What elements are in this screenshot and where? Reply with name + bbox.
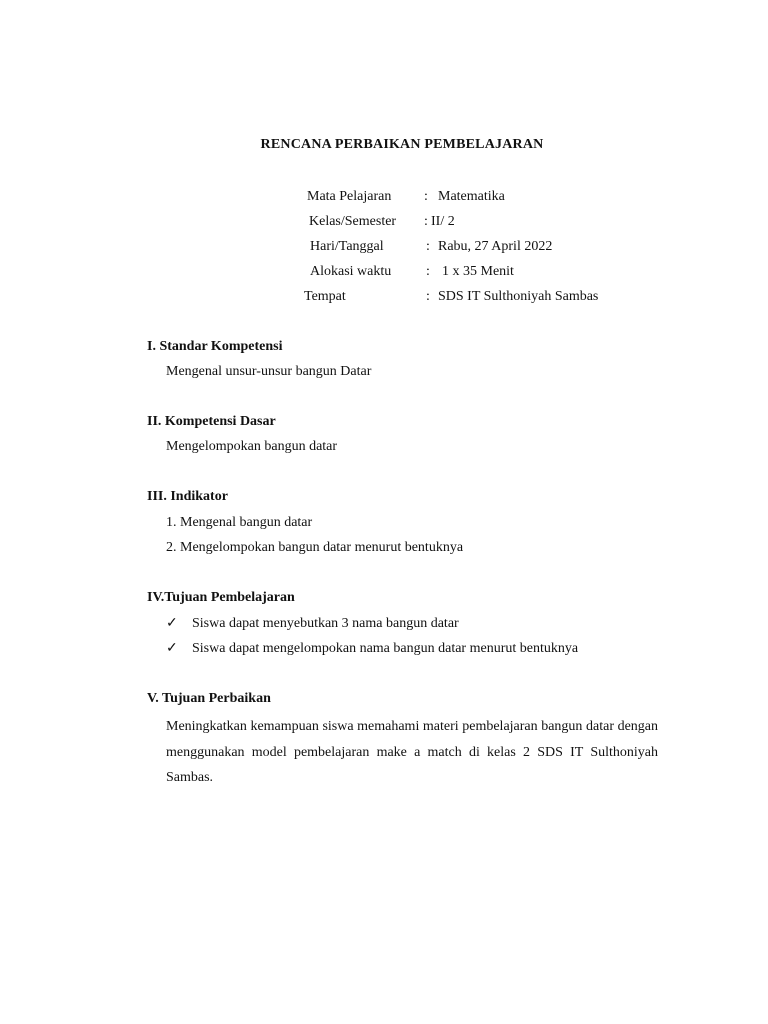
- section-heading-indikator: III. Indikator: [147, 489, 228, 504]
- info-value: Rabu, 27 April 2022: [438, 239, 553, 254]
- info-separator: :: [426, 289, 430, 304]
- info-separator: :: [426, 264, 430, 279]
- checkmark-icon: ✓: [166, 641, 178, 656]
- checkmark-icon: ✓: [166, 616, 178, 631]
- tujuan-item-text: Siswa dapat mengelompokan nama bangun datar menurut bentuknya: [192, 641, 579, 656]
- info-label: Alokasi waktu: [310, 264, 392, 279]
- tujuan-item-text: Siswa dapat menyebutkan 3 nama bangun datar: [192, 616, 459, 631]
- info-label: Mata Pelajaran: [307, 189, 392, 204]
- info-value: SDS IT Sulthoniyah Sambas: [438, 289, 599, 304]
- info-separator: :: [424, 214, 428, 229]
- section-text-standar: Mengenal unsur-unsur bangun Datar: [166, 364, 372, 379]
- info-value: Matematika: [438, 189, 505, 204]
- info-label: Kelas/Semester: [309, 214, 397, 229]
- indikator-item: 2. Mengelompokan bangun datar menurut bentuknya: [166, 540, 464, 555]
- section-heading-standar: I. Standar Kompetensi: [147, 339, 283, 354]
- info-value: 1 x 35 Menit: [442, 264, 514, 279]
- section-heading-kompetensi: II. Kompetensi Dasar: [147, 414, 276, 429]
- section-heading-perbaikan: V. Tujuan Perbaikan: [147, 691, 271, 706]
- info-separator: :: [426, 239, 430, 254]
- info-label: Tempat: [304, 289, 346, 304]
- tujuan-item: [166, 614, 459, 634]
- document-title: RENCANA PERBAIKAN PEMBELAJARAN: [260, 137, 544, 152]
- info-label: Hari/Tanggal: [310, 239, 384, 254]
- section-heading-tujuan: IV.Tujuan Pembelajaran: [147, 590, 295, 605]
- info-value: II/ 2: [431, 214, 455, 229]
- indikator-item: 1. Mengenal bangun datar: [166, 515, 313, 530]
- info-separator: :: [424, 189, 428, 204]
- section-text-kompetensi: Mengelompokan bangun datar: [166, 439, 338, 454]
- section-text-perbaikan: Meningkatkan kemampuan siswa memahami materi pembelajaran bangun datar dengan menggunakan model pembelajaran make a match di kelas 2 SDS IT Sulthoniyah Sambas.: [166, 719, 658, 785]
- tujuan-item: [166, 639, 578, 659]
